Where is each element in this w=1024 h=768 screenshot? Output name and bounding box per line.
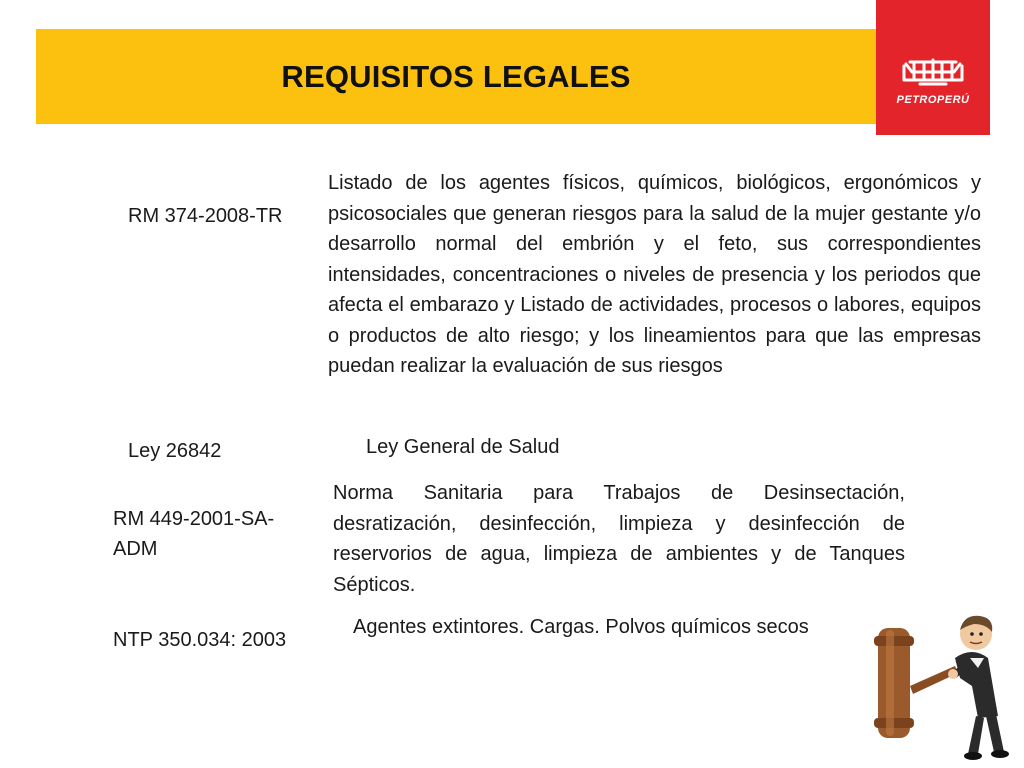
law-description-1: Listado de los agentes físicos, químicos, biológicos, ergonómicos y psicosociales que generan riesgos para la salud de la mujer gestante y/o desarrollo normal del embrión y el feto, sus correspondientes intensidades, concentraciones o niveles de presencia y los periodos que afecta el embarazo y Listado de actividades, procesos o labores, equipos o productos de alto riesgo; y los lineamientos para que las empresas puedan realizar la evaluación de sus riesgos: [328, 172, 981, 377]
law-code-3: RM 449-2001-SA-ADM: [113, 508, 275, 560]
law-description-4: Agentes extintores. Cargas. Polvos químicos secos: [353, 616, 809, 638]
law-description-2: Ley General de Salud: [366, 436, 560, 458]
logo-text: PETROPERÚ: [896, 94, 970, 106]
judge-gavel-icon: [860, 606, 1010, 761]
law-code-4: NTP 350.034: 2003: [113, 629, 287, 651]
petroperu-logo-icon: [876, 0, 990, 135]
law-code-1: RM 374-2008-TR: [128, 205, 283, 227]
slide-title: REQUISITOS LEGALES: [281, 58, 631, 94]
law-description-3: Norma Sanitaria para Trabajos de Desinsectación, desratización, desinfección, limpieza y desinfección de reservorios de agua, limpieza de ambientes y de Tanques Sépticos.: [333, 482, 905, 596]
petroperu-logo: [876, 0, 990, 135]
law-code-2: Ley 26842: [128, 440, 222, 462]
